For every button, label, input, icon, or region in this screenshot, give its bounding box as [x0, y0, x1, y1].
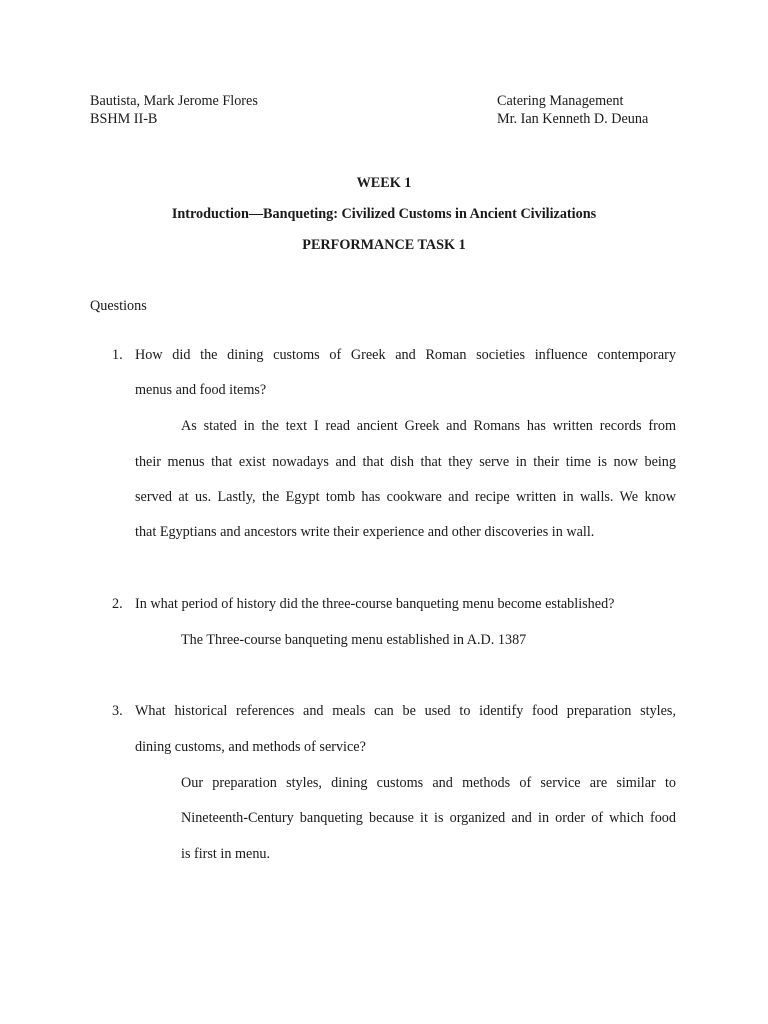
answer-text: their menus that exist nowadays and that dish that they serve in their time is now being — [135, 454, 676, 470]
questions-label: Questions — [90, 298, 147, 314]
question-number: 2. — [112, 596, 123, 612]
week-heading: WEEK 1 — [356, 175, 412, 191]
answer-text: As stated in the text I read ancient Greek and Romans has written records from — [181, 418, 676, 434]
question-text: What historical references and meals can be used to identify food preparation styles, — [135, 703, 676, 719]
task-heading: PERFORMANCE TASK 1 — [302, 237, 466, 253]
course-name: Catering Management — [497, 93, 624, 109]
answer-text: The Three-course banqueting menu established in A.D. 1387 — [181, 632, 527, 648]
answer-text: served at us. Lastly, the Egypt tomb has cookware and recipe written in walls. We know — [135, 489, 676, 505]
instructor-name: Mr. Ian Kenneth D. Deuna — [497, 111, 649, 127]
question-text: In what period of history did the three-course banqueting menu become established? — [135, 596, 615, 612]
answer-text: Nineteenth-Century banqueting because it is organized and in order of which food — [181, 810, 676, 826]
answer-text: that Egyptians and ancestors write their experience and other discoveries in wall. — [135, 524, 595, 540]
student-name: Bautista, Mark Jerome Flores — [90, 93, 258, 109]
answer-text: Our preparation styles, dining customs and methods of service are similar to — [181, 775, 676, 791]
question-text: How did the dining customs of Greek and Roman societies influence contemporary — [135, 347, 676, 363]
question-number: 3. — [112, 703, 123, 719]
lesson-title: Introduction—Banqueting: Civilized Customs in Ancient Civilizations — [171, 206, 597, 222]
answer-text: is first in menu. — [181, 846, 271, 862]
student-section: BSHM II-B — [90, 111, 158, 127]
question-number: 1. — [112, 347, 123, 363]
question-text: menus and food items? — [135, 382, 267, 398]
question-text: dining customs, and methods of service? — [135, 739, 366, 755]
